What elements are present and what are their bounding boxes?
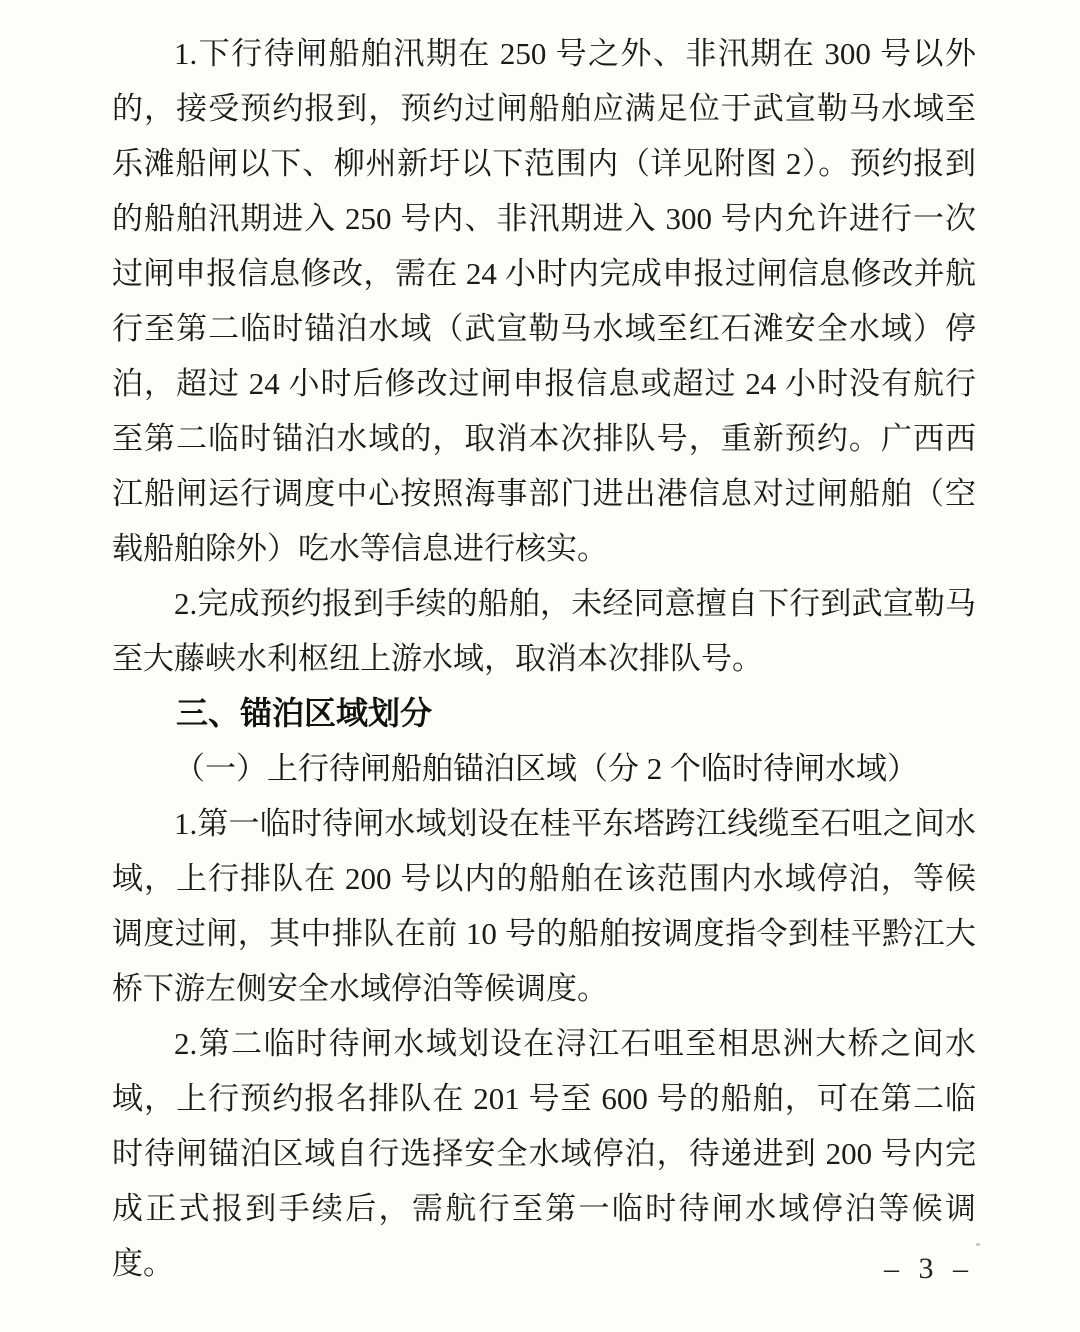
body-paragraph-downbound-reservation: 1.下行待闸船舶汛期在 250 号之外、非汛期在 300 号以外的，接受预约报到，预约过闸船舶应满足位于武宣勒马水域至乐滩船闸以下、柳州新圩以下范围内（详见附图 2）。预约报到的船舶汛期进入 250 号内、非汛期进入 300 号内允许进行一次过闸申报信息修改，需在 24 小时内完成申报过闸信息修改并航行至第二临时锚泊水域（武宣勒马水域至红石滩安全水域）停泊，超过 24 小时后修改过闸申报信息或超过 24 小时没有航行至第二临时锚泊水域的，取消本次排队号，重新预约。广西西江船闸运行调度中心按照海事部门进出港信息对过闸船舶（空载船舶除外）吃水等信息进行核实。 bbox=[112, 36, 976, 566]
body-paragraph-unauthorized-downbound: 2.完成预约报到手续的船舶，未经同意擅自下行到武宣勒马至大藤峡水利枢纽上游水域，取消本次排队号。 bbox=[112, 586, 976, 676]
section-subheading-upbound-anchoring: （一）上行待闸船舶锚泊区域（分 2 个临时待闸水域） bbox=[174, 751, 918, 786]
scan-artifact-speck bbox=[976, 1243, 980, 1246]
page-number: – 3 – bbox=[884, 1252, 974, 1285]
body-paragraph-first-temporary-area: 1.第一临时待闸水域划设在桂平东塔跨江线缆至石咀之间水域，上行排队在 200 号以内的船舶在该范围内水域停泊，等候调度过闸，其中排队在前 10 号的船舶按调度指令到桂平黔江大桥下游左侧安全水域停泊等候调度。 bbox=[112, 806, 976, 1006]
body-paragraph-second-temporary-area: 2.第二临时待闸水域划设在浔江石咀至相思洲大桥之间水域，上行预约报名排队在 201 号至 600 号的船舶，可在第二临时待闸锚泊区域自行选择安全水域停泊，待递进到 200 号内完成正式报到手续后，需航行至第一临时待闸水域停泊等候调度。 bbox=[112, 1026, 976, 1281]
section-heading-anchoring-zones: 三、锚泊区域划分 bbox=[176, 695, 433, 731]
